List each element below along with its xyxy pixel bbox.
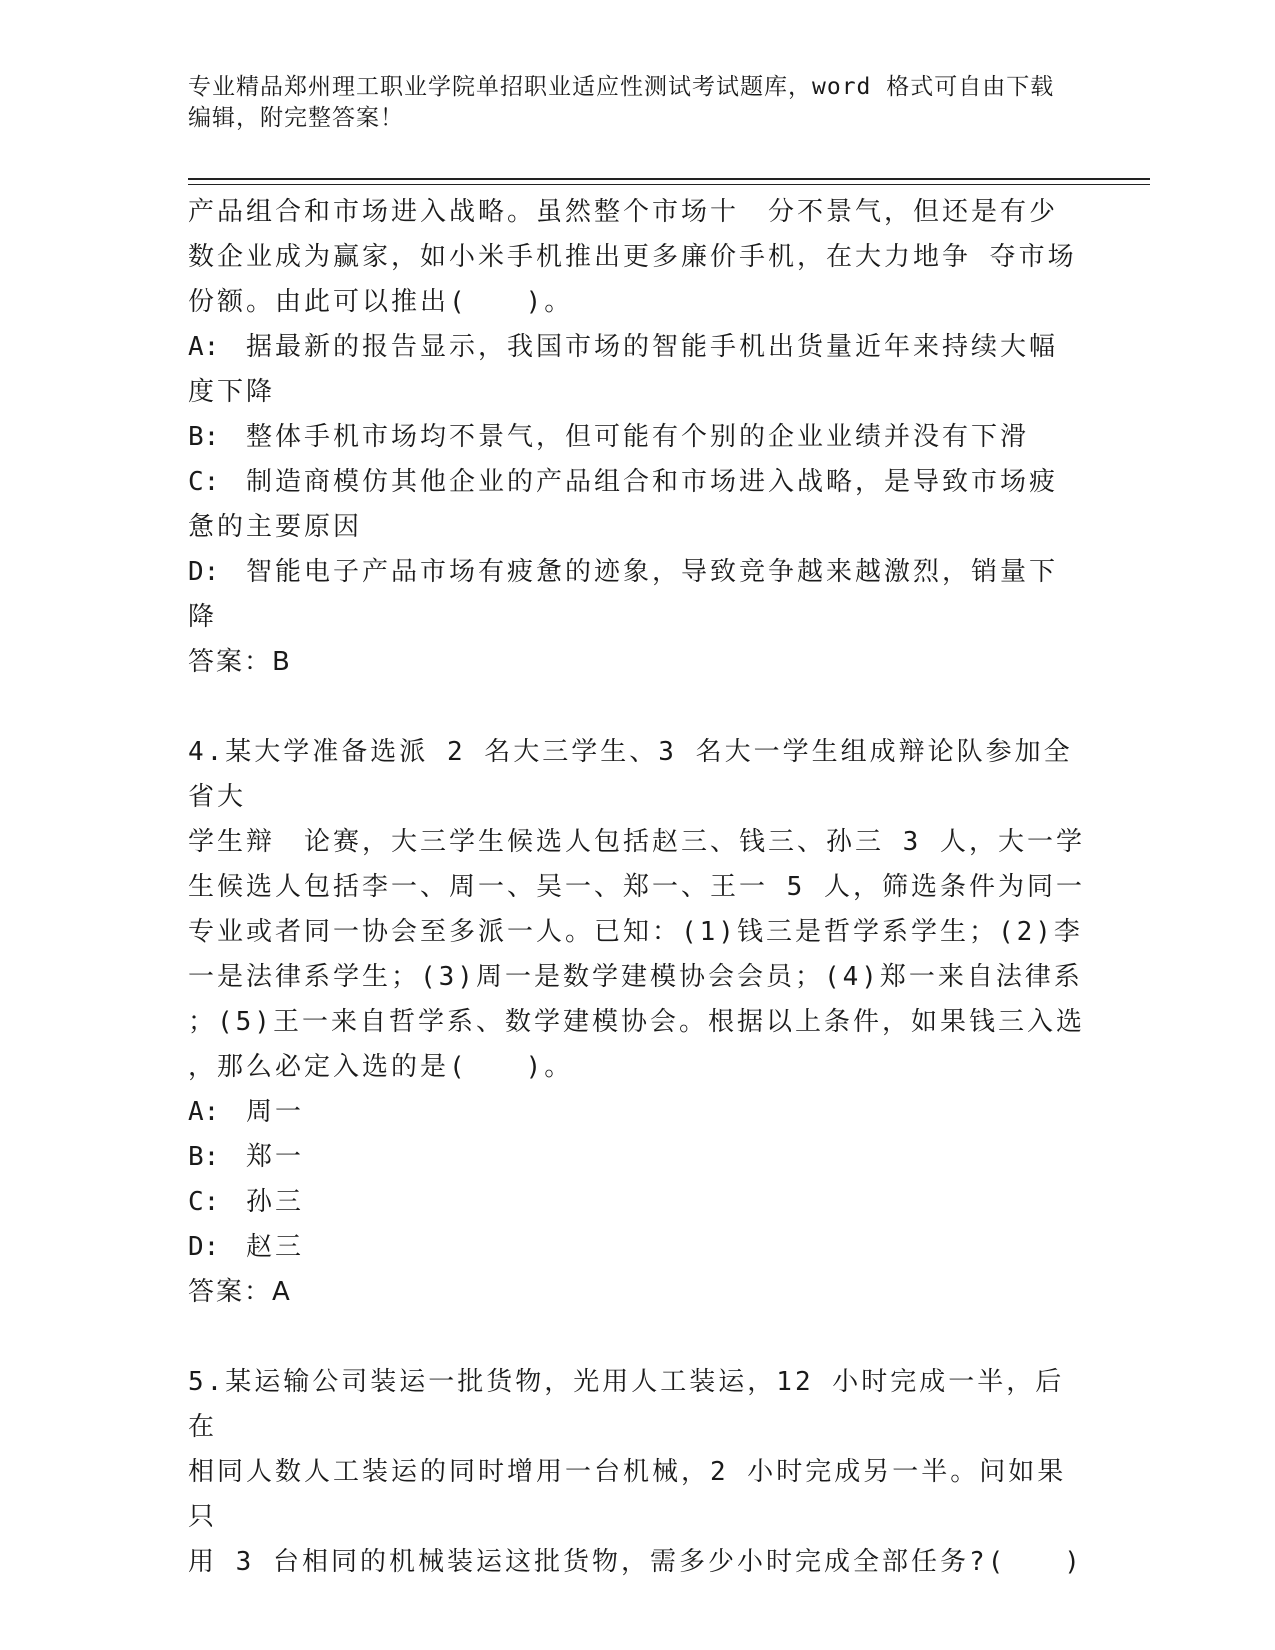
option-key: B: bbox=[188, 1142, 220, 1172]
header-line-2: 编辑，附完整答案！ bbox=[188, 105, 404, 131]
option-text-continued: 降 bbox=[188, 602, 218, 632]
option-c bbox=[188, 460, 1088, 505]
header-divider-thin bbox=[188, 184, 1150, 185]
option-key: D: bbox=[188, 1232, 220, 1262]
document-body bbox=[188, 190, 1088, 1585]
question-stem-line: 份额。由此可以推出( )。 bbox=[188, 287, 574, 317]
option-a bbox=[188, 1090, 1088, 1135]
option-text: 周一 bbox=[246, 1097, 305, 1127]
question-stem-line: 4.某大学准备选派 2 名大三学生、3 名大一学生组成辩论队参加全省大 bbox=[188, 737, 1073, 812]
question-3 bbox=[188, 190, 1088, 685]
option-key: A: bbox=[188, 1097, 220, 1127]
option-d bbox=[188, 550, 1088, 595]
question-stem-line: 5.某运输公司装运一批货物，光用人工装运，12 小时完成一半，后在 bbox=[188, 1367, 1065, 1442]
option-key: C: bbox=[188, 467, 220, 497]
option-key: D: bbox=[188, 557, 220, 587]
option-b bbox=[188, 1135, 1088, 1180]
question-stem-line: 相同人数人工装运的同时增用一台机械，2 小时完成另一半。问如果只 bbox=[188, 1457, 1067, 1532]
option-text: 制造商模仿其他企业的产品组合和市场进入战略，是导致市场疲 bbox=[246, 467, 1059, 497]
answer-label: 答案：B bbox=[188, 647, 292, 677]
option-text: 智能电子产品市场有疲惫的迹象，导致竞争越来越激烈，销量下 bbox=[246, 557, 1059, 587]
question-stem-line: 用 3 台相同的机械装运这批货物，需多少小时完成全部任务?( ) bbox=[188, 1547, 1083, 1577]
option-text: 郑一 bbox=[246, 1142, 305, 1172]
header-divider-thick bbox=[188, 178, 1150, 180]
option-text: 赵三 bbox=[246, 1232, 305, 1262]
answer-label: 答案：A bbox=[188, 1277, 292, 1307]
option-d bbox=[188, 1225, 1088, 1270]
option-text-continued: 度下降 bbox=[188, 377, 276, 407]
question-stem-line: ，那么必定入选的是( )。 bbox=[188, 1052, 574, 1082]
question-stem-line: 数企业成为赢家，如小米手机推出更多廉价手机，在大力地争 夺市场 bbox=[188, 242, 1077, 272]
option-c bbox=[188, 1180, 1088, 1225]
option-text: 据最新的报告显示，我国市场的智能手机出货量近年来持续大幅 bbox=[246, 332, 1059, 362]
question-stem-line: ；(5)王一来自哲学系、数学建模协会。根据以上条件，如果钱三入选 bbox=[188, 1007, 1085, 1037]
option-text-continued: 惫的主要原因 bbox=[188, 512, 363, 542]
question-4 bbox=[188, 730, 1088, 1315]
option-b bbox=[188, 415, 1088, 460]
spacer bbox=[188, 1315, 1088, 1360]
option-text: 孙三 bbox=[246, 1187, 305, 1217]
spacer bbox=[188, 685, 1088, 730]
option-key: B: bbox=[188, 422, 220, 452]
question-5 bbox=[188, 1360, 1088, 1585]
header-line-1: 专业精品郑州理工职业学院单招职业适应性测试考试题库，word 格式可自由下载 bbox=[188, 74, 1055, 100]
option-a bbox=[188, 325, 1088, 370]
option-key: A: bbox=[188, 332, 220, 362]
document-header bbox=[188, 72, 1068, 134]
question-stem-line: 产品组合和市场进入战略。虽然整个市场十 分不景气，但还是有少 bbox=[188, 197, 1059, 227]
question-stem-line: 生候选人包括李一、周一、吴一、郑一、王一 5 人，筛选条件为同一 bbox=[188, 872, 1085, 902]
question-stem-line: 学生辩 论赛，大三学生候选人包括赵三、钱三、孙三 3 人，大一学 bbox=[188, 827, 1085, 857]
question-stem-line: 专业或者同一协会至多派一人。已知：(1)钱三是哲学系学生；(2)李 bbox=[188, 917, 1083, 947]
option-text: 整体手机市场均不景气，但可能有个别的企业业绩并没有下滑 bbox=[246, 422, 1030, 452]
option-key: C: bbox=[188, 1187, 220, 1217]
question-stem-line: 一是法律系学生；(3)周一是数学建模协会会员；(4)郑一来自法律系 bbox=[188, 962, 1083, 992]
